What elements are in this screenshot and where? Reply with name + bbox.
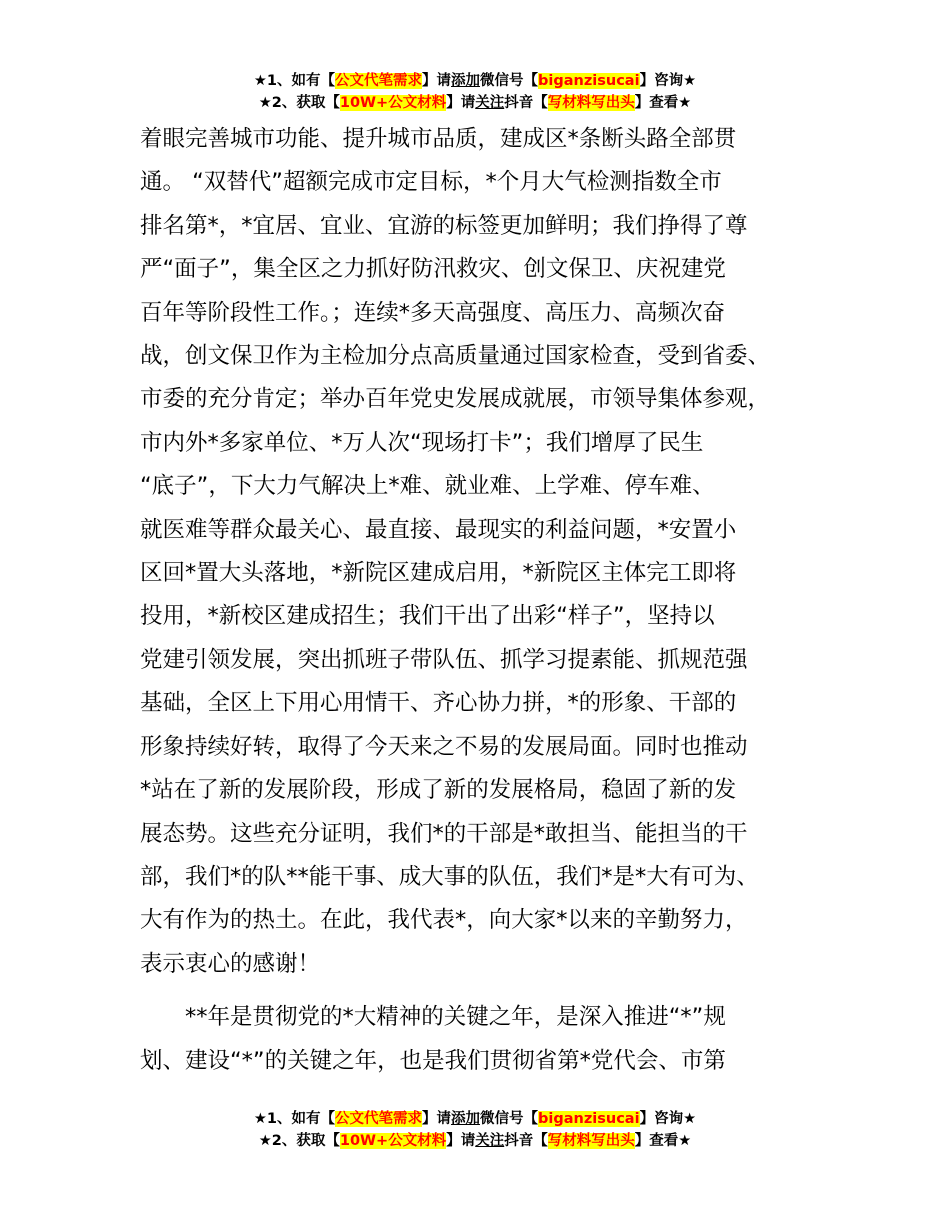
- top-banner: [0, 70, 950, 114]
- text-line: *站在了新的发展阶段，形成了新的发展格局，稳固了新的发: [140, 777, 737, 804]
- text-line: **年是贯彻党的*大精神的关键之年，是深入推进“*”规: [185, 1004, 726, 1031]
- document-body: [140, 118, 840, 1083]
- banner-text: 】咨询★: [639, 1111, 697, 1127]
- text-line: 就医难等群众最关心、最直接、最现实的利益问题，*安置小: [140, 516, 737, 543]
- banner-text: 】请: [446, 95, 476, 111]
- paragraph-1: [140, 118, 840, 986]
- text-line: 党建引领发展，突出抓班子带队伍、抓学习提素能、抓规范强: [140, 646, 748, 673]
- banner-highlight: 公文代笔需求: [335, 73, 423, 89]
- banner-text: 】查看★: [634, 1133, 692, 1149]
- text-line: 区回*置大头落地，*新院区建成启用，*新院区主体完工即将: [140, 560, 737, 587]
- banner-text: 】查看★: [634, 95, 692, 111]
- paragraph-2: [140, 996, 840, 1083]
- text-line: 基础，全区上下用心用情干、齐心协力拼，*的形象、干部的: [140, 690, 737, 717]
- text-line: 部，我们*的队**能干事、成大事的队伍，我们*是*大有可为、: [140, 863, 759, 890]
- banner-highlight: biganzisucai: [538, 73, 640, 89]
- banner-highlight: 写材料写出头: [547, 95, 635, 111]
- banner-highlight: 10W+公文材料: [339, 1133, 447, 1149]
- text-line: 表示衷心的感谢！: [140, 950, 321, 977]
- banner-highlight: biganzisucai: [538, 1111, 640, 1127]
- banner-line-1: [0, 1108, 950, 1130]
- banner-text: 抖音【: [504, 1133, 548, 1149]
- text-line: 大有作为的热土。在此，我代表*，向大家*以来的辛勤努力，: [140, 907, 748, 934]
- banner-highlight: 10W+公文材料: [339, 95, 447, 111]
- banner-line-2: [0, 92, 950, 114]
- banner-emphasis: 关注: [475, 95, 505, 111]
- text-line: 市内外*多家单位、*万人次“现场打卡”；我们增厚了民生: [140, 429, 704, 456]
- banner-emphasis: 添加: [451, 73, 481, 89]
- banner-emphasis: 关注: [475, 1133, 505, 1149]
- banner-text: ★1、如有【: [253, 1111, 336, 1127]
- bottom-banner: [0, 1108, 950, 1152]
- banner-text: 微信号【: [480, 1111, 539, 1127]
- banner-text: ★2、获取【: [258, 1133, 340, 1149]
- text-line: 百年等阶段性工作。；连续*多天高强度、高压力、高频次奋: [140, 299, 726, 326]
- banner-text: 抖音【: [504, 95, 548, 111]
- text-line: 着眼完善城市功能、提升城市品质，建成区*条断头路全部贯: [140, 126, 737, 152]
- banner-text: 】请: [422, 73, 452, 89]
- banner-text: 】咨询★: [639, 73, 697, 89]
- text-line: “底子”，下大力气解决上*难、就业难、上学难、停车难、: [140, 473, 715, 500]
- banner-line-1: [0, 70, 950, 92]
- text-line: 划、建设“*”的关键之年，也是我们贯彻省第*党代会、市第: [140, 1047, 726, 1074]
- text-line: 通。 “双替代”超额完成市定目标，*个月大气检测指数全市: [140, 169, 722, 196]
- banner-text: 】请: [446, 1133, 476, 1149]
- text-line: 排名第*，*宜居、宜业、宜游的标签更加鲜明；我们挣得了尊: [140, 212, 748, 239]
- banner-text: ★2、获取【: [258, 95, 340, 111]
- banner-text: ★1、如有【: [253, 73, 336, 89]
- banner-emphasis: 添加: [451, 1111, 481, 1127]
- banner-text: 微信号【: [480, 73, 539, 89]
- text-line: 市委的充分肯定；举办百年党史发展成就展，市领导集体参观，: [140, 386, 771, 413]
- text-line: 战，创文保卫作为主检加分点高质量通过国家检查，受到省委、: [140, 343, 771, 370]
- text-line: 严“面子”，集全区之力抓好防汛救灾、创文保卫、庆祝建党: [140, 256, 726, 283]
- text-line: 展态势。这些充分证明，我们*的干部是*敢担当、能担当的干: [140, 820, 748, 847]
- banner-text: 】请: [422, 1111, 452, 1127]
- text-line: 形象持续好转，取得了今天来之不易的发展局面。同时也推动: [140, 733, 748, 760]
- banner-line-2: [0, 1130, 950, 1152]
- text-line: 投用，*新校区建成招生；我们干出了出彩“样子”，坚持以: [140, 603, 715, 630]
- banner-highlight: 公文代笔需求: [335, 1111, 423, 1127]
- banner-highlight: 写材料写出头: [547, 1133, 635, 1149]
